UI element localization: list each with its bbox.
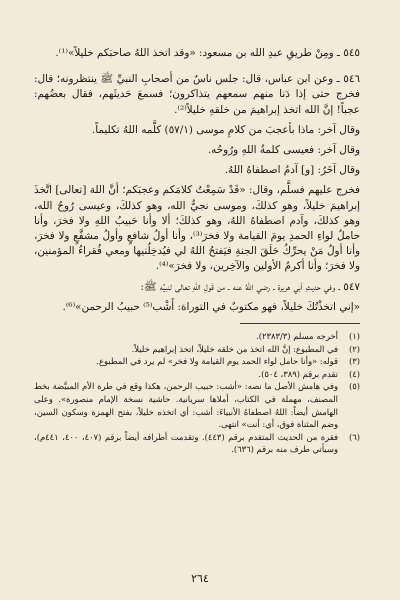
paragraph-546-third-speaker: وقال آخر: فعيسى كلمةُ اللهِ ورُوحُه. [207,144,360,157]
footnotes [34,330,360,456]
footnote-number: (٥) [348,381,360,392]
footnote-text: فقرة من الحديث المتقدم برقم (٤٤٣). وتقدمت أطرافه أيضاً برقم (٤٠٧، ٤٠٠، ٤٤١م)، وسيأتي طرف منه برقم (٦٣٦). [34,431,338,455]
paragraph-546-second-speaker: وقال آخر: ماذا بأعجبَ من كلامِ موسى (٥٧/١) كلَّمه اللهُ تكليماً. [91,123,360,136]
footnote-text: قوله: «وأنا حامل لواء الحمد يوم القيامة ولا فخر» لم يرد في المطبوع. [96,356,338,367]
footnote-item [34,330,360,343]
paragraph-546: ٥٤٦ ـ وعن ابن عباس، قال: جلس ناسٌ من أصحابِ النبيِّ ﷺ ينتظرونه؛ قال: فخرج حتى إذا دَنا منهم سمعهم يتذاكرون؛ فسمعَ حَديثَهم، فقال بعضُهم: عجباً! إنَّ الله اتخذ إبراهيمَ من خلقهِ خليلاً⁽²⁾. [34,73,360,116]
footnote-number: (١) [348,331,360,342]
page-number: ٢٦٤ [191,572,209,585]
footnote-item [34,431,360,456]
footnote-text: في المطبوع: إنَّ الله اتخذ من خلقه خليلاً، اتخذ إبراهيم خليلاً. [131,343,338,354]
footnote-divider [240,323,360,324]
footnote-number: (٣) [348,356,360,367]
footnote-number: (٦) [348,431,360,442]
paragraph-547: ٥٤٧ ـ وفي حديثِ أبي هريرة ـ رضي اللهُ عنه ـ من قَولِ اللهِ تعالى لنبيِّه ﷺ: [140,280,360,293]
footnote-item [34,380,360,430]
footnote-text: وفي هامش الأصل ما نصه: «أشب: حبيب الرحمن، هكذا وقع في طرة الأم المبيَّضة بخط المصنف، مهملة في الكتاب، أملاها سريانية. حاشية نسخة الإمام منصورة». وعلى الهامش أيضاً: اللهُ اصطفاهُ الأنبياءَ: أشب: أي اتخذه خليلاً، بفتح الهمزة وسكون السين، وضم المثناة فوق، أي: أنت» انتهى. [34,381,338,430]
footnote-text: أخرجه مسلم (٢٣٨٣/٣). [256,331,338,342]
paragraph-547-quote: «إني اتخذْتُكَ خليلاً، فهو مكتوبٌ في التوراة: أَشْب⁽⁵⁾ حبيبُ الرحمن»⁽⁶⁾. [62,300,360,313]
paragraph-546-prophet-reply: فخرج عليهم فسلَّم، وقال: «قَدْ سَمِعْتُ كلامَكم وعجبَكم؛ أنَّ اللهَ [تعالى] اتَّخذَ إبراهيمَ خليلاً، وهو كذلكَ، وموسى نجيُّ الله، وهو كذلكَ، وعيسى رُوحُ الله، وهو كذلكَ، وآدم اصطفاهُ اللهُ، وهو كذلكَ؛ ألا وأنا حَبيبُ اللهِ ولا فخرَ، وأنا حاملُ لواءِ الحمدِ يومَ القيامة ولا فخرَ⁽³⁾، وأنا أولُ شافعٍ وأولُ مشفَّعٍ ولا فخرَ، وأنا أولُ مَنْ يحرِّكُ حَلَقَ الجنةِ فيَفتحُ اللهُ لي فيُدخِلُنيها ومعي فُقراءُ المؤمنين، ولا فخرَ؛ وأنا أكرمُ الأولين والآخِرين، ولا فخرَ»⁽⁴⁾. [34,184,360,273]
footnote-number: (٤) [348,368,360,379]
paragraph-546-fourth-speaker: وقال آخَرُ: [و] آدمُ اصطفاهُ اللهُ. [224,164,360,177]
footnote-item [34,368,360,381]
paragraph-545: ٥٤٥ ـ ومِنْ طريقِ عبدِ الله بن مسعود: «وقد اتخذ اللهُ صاحبَكم خليلاً»⁽¹⁾. [55,47,360,59]
footnote-number: (٢) [348,343,360,354]
footnote-item [34,343,360,356]
footnote-text: تقدم برقم (٣٨٩، ٥٠٤). [258,368,338,379]
footnote-item [34,355,360,368]
main-text [34,46,360,315]
